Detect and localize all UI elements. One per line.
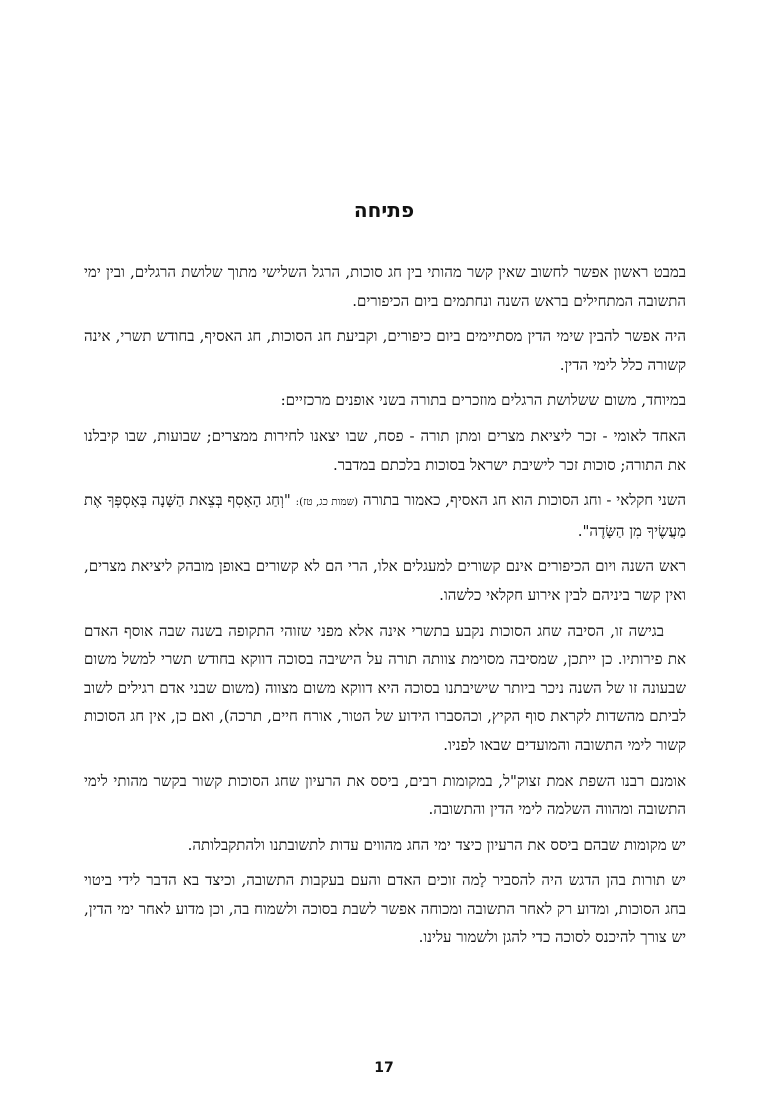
paragraph-5-source: (שמות כג, טז): — [295, 496, 359, 509]
paragraph-10: יש תורות בהן הדגש היה להסביר לָמה זוכים האדם והעם בעקבות התשובה, וכיצד בא הדבר לידי ביטוי בחג הסוכות, ומדוע רק לאחר התשובה ומכוחה אפשר לשבת בסוכה ולשמוח בה, וכן מדוע לאחר ימי הדין, יש צורך להיכנס לסוכה כדי להגן ולשמור עלינו. — [84, 871, 686, 947]
page-title: פתיחה — [353, 198, 415, 222]
paragraph-5-quote: "וְחַג הָאָסִף בְּצֵאת הַשָּׁנָה בְּאָסְפְּךָ אֶת מַעֲשֶׂיךָ מִן הַשָּׂדֶה". — [84, 491, 686, 540]
body-text — [84, 258, 686, 959]
paragraph-1: במבט ראשון אפשר לחשוב שאין קשר מהותי בין חג סוכות, הרגל השלישי מתוך שלושת הרגלים, ובין ימי התשובה המתחילים בראש השנה ונחתמים ביום הכיפורים. — [84, 263, 686, 310]
paragraph-8: אומנם רבנו השפת אמת זצוק"ל, במקומות רבים, ביסס את הרעיון שחג הסוכות קשור בקשר מהותי לימי התשובה ומהווה השלמה לימי הדין והתשובה. — [84, 771, 686, 819]
paragraph-2: היה אפשר להבין שימי הדין מסתיימים ביום כיפורים, וקביעת חג הסוכות, חג האסיף, בחודש תשרי, אינה קשורה כלל לימי הדין. — [84, 327, 686, 374]
paragraph-5-text: השני חקלאי - וחג הסוכות הוא חג האסיף, כאמור בתורה — [362, 491, 687, 510]
page-number: 17 — [374, 1060, 394, 1076]
paragraph-4: האחד לאומי - זכר ליציאת מצרים ומתן תורה - פסח, שבו יצאנו לחירות ממצרים; שבועות, שבו קיבלנו את התורה; סוכות זכר לישיבת ישראל בסוכות בלכתם במדבר. — [84, 426, 686, 474]
paragraph-7: בגישה זו, הסיבה שחג הסוכות נקבע בתשרי אינה אלא מפני שזוהי התקופה בשנה שבה אוסף האדם את פירותיו. כן ייתכן, שמסיבה מסוימת צוותה תורה על הישיבה בסוכה דווקא בחודש תשרי למשל משום שבעונה זו של השנה ניכר ביותר שישיבתנו בסוכה היא דווקא משום מצווה (משום שבני אדם רגילים לשוב לביתם מהשדות לקראת סוף הקיץ, וכהסברו הידוע של הטור, אורח חיים, תרכה), ואם כן, אין חג הסוכות קשור לימי התשובה והמועדים שבאו לפניו. — [84, 621, 686, 754]
paragraph-5 — [84, 486, 686, 545]
paragraph-3: במיוחד, משום ששלושת הרגלים מוזכרים בתורה בשני אופנים מרכזיים: — [280, 391, 686, 410]
paragraph-6: ראש השנה ויום הכיפורים אינם קשורים למעגלים אלו, הרי הם לא קשורים באופן מובהק ליציאת מצרים, ואין קשר ביניהם לבין אירוע חקלאי כלשהו. — [84, 557, 686, 604]
paragraph-9: יש מקומות שבהם ביסס את הרעיון כיצד ימי החג מהווים עדות לתשובתנו ולהתקבלותה. — [187, 835, 686, 854]
